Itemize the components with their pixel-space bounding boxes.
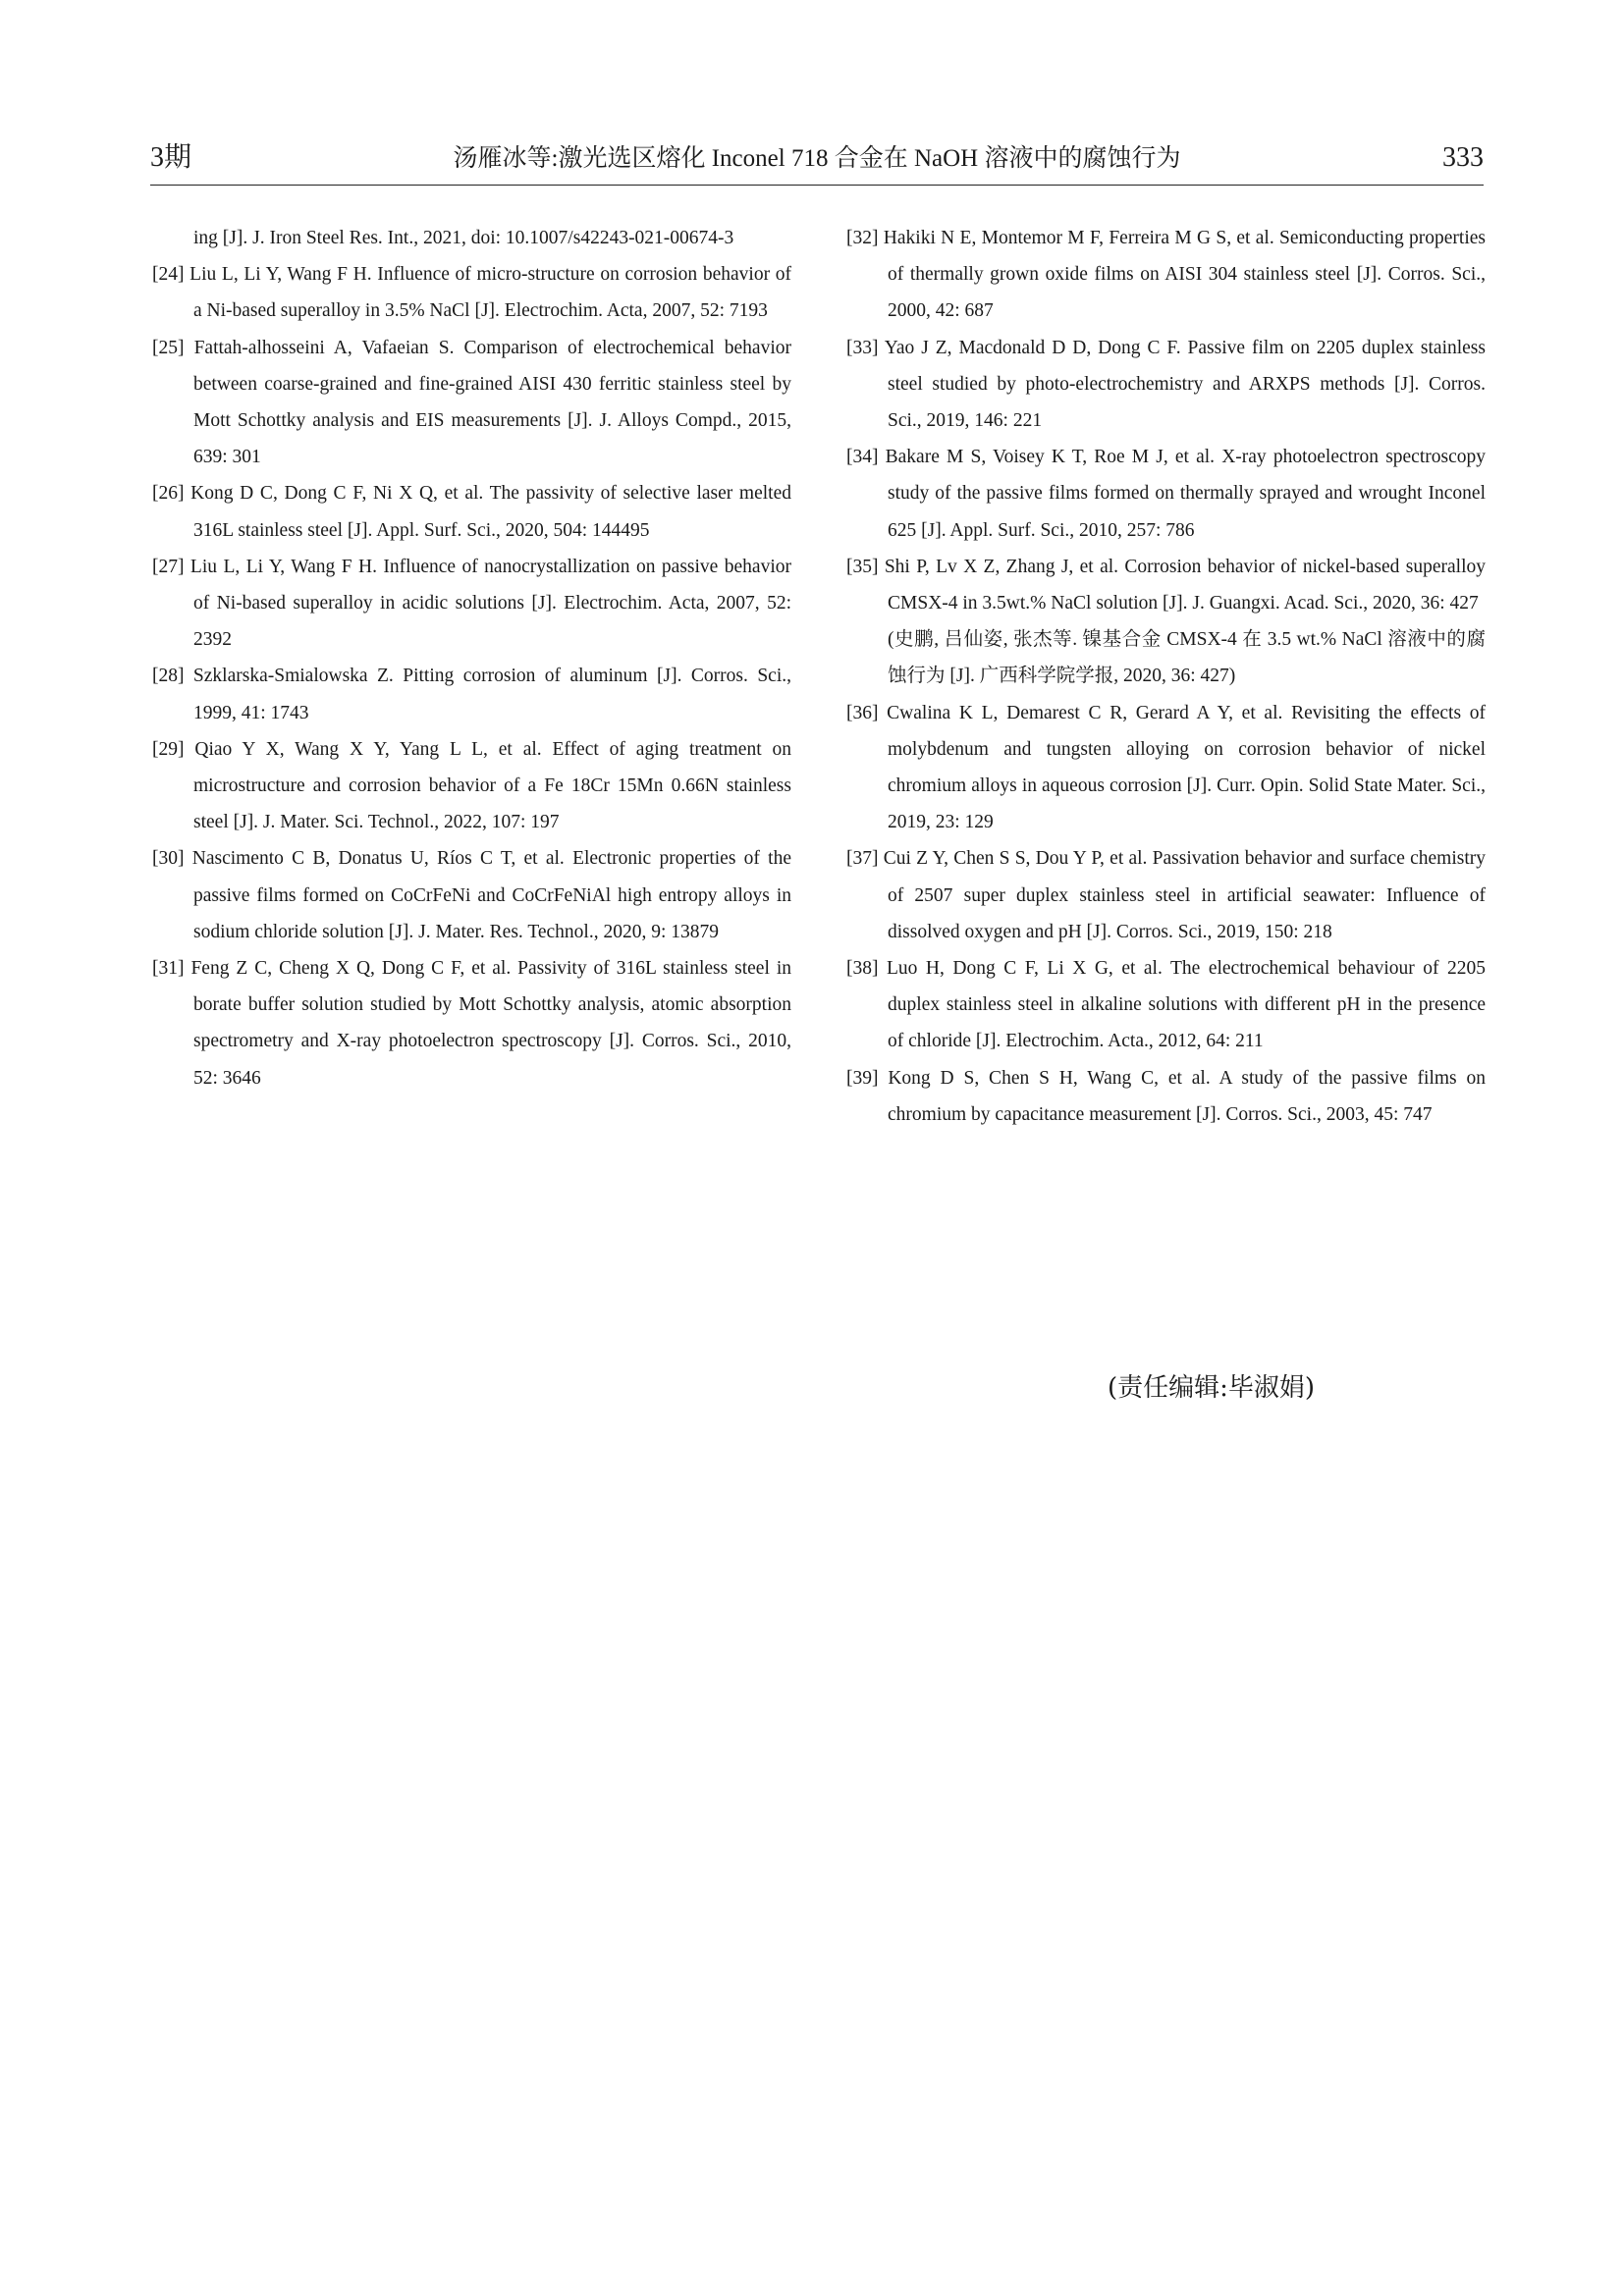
reference-32: [32] Hakiki N E, Montemor M F, Ferreira M G S, et al. Semiconducting properties of thermally grown oxide films on AISI 304 stainless steel [J]. Corros. Sci., 2000, 42: 687 — [846, 228, 1486, 322]
reference-28: [28] Szklarska-Smialowska Z. Pitting corrosion of aluminum [J]. Corros. Sci., 1999, 41: 1743 — [152, 666, 791, 723]
reference-37: [37] Cui Z Y, Chen S S, Dou Y P, et al. Passivation behavior and surface chemistry of 2507 super duplex stainless steel in artificial seawater: Influence of dissolved oxygen and pH [J]. Corros. Sci., 2019, 150: 218 — [846, 848, 1486, 942]
running-title: 汤雁冰等:激光选区熔化 Inconel 718 合金在 NaOH 溶液中的腐蚀行为 — [453, 145, 1181, 172]
reference-30: [30] Nascimento C B, Donatus U, Ríos C T, et al. Electronic properties of the passive films formed on CoCrFeNi and CoCrFeNiAl high entropy alloys in sodium chloride solution [J]. J. Mater. Res. Technol., 2020, 9: 13879 — [152, 848, 791, 942]
page-number: 333 — [1442, 142, 1484, 173]
references-right-column — [846, 220, 1486, 1133]
reference-35: [35] Shi P, Lv X Z, Zhang J, et al. Corrosion behavior of nickel-based superalloy CMSX-4 in 3.5wt.% NaCl solution [J]. J. Guangxi. Acad. Sci., 2020, 36: 427 — [846, 556, 1486, 614]
reference-39: [39] Kong D S, Chen S H, Wang C, et al. A study of the passive films on chromium by capacitance measurement [J]. Corros. Sci., 2003, 45: 747 — [846, 1067, 1486, 1125]
reference-33: [33] Yao J Z, Macdonald D D, Dong C F. Passive film on 2205 duplex stainless steel studied by photo-electrochemistry and ARXPS methods [J]. Corros. Sci., 2019, 146: 221 — [846, 337, 1486, 432]
reference-31: [31] Feng Z C, Cheng X Q, Dong C F, et al. Passivity of 316L stainless steel in borate buffer solution studied by Mott Schottky analysis, atomic absorption spectrometry and X-ray photoelectron spectroscopy [J]. Corros. Sci., 2010, 52: 3646 — [152, 958, 791, 1089]
reference-34: [34] Bakare M S, Voisey K T, Roe M J, et al. X-ray photoelectron spectroscopy study of the passive films formed on thermally sprayed and wrought Inconel 625 [J]. Appl. Surf. Sci., 2010, 257: 786 — [846, 447, 1486, 541]
reference-35-chinese: (史鹏, 吕仙姿, 张杰等. 镍基合金 CMSX-4 在 3.5 wt.% NaCl 溶液中的腐蚀行为 [J]. 广西科学院学报, 2020, 36: 427) — [888, 629, 1486, 687]
reference-23-continued: ing [J]. J. Iron Steel Res. Int., 2021, doi: 10.1007/s42243-021-00674-3 — [193, 228, 734, 248]
responsible-editor: (责任编辑:毕淑娟) — [1108, 1373, 1316, 1403]
reference-24: [24] Liu L, Li Y, Wang F H. Influence of micro-structure on corrosion behavior of a Ni-based superalloy in 3.5% NaCl [J]. Electrochim. Acta, 2007, 52: 7193 — [152, 264, 791, 322]
reference-38: [38] Luo H, Dong C F, Li X G, et al. The electrochemical behaviour of 2205 duplex stainless steel in alkaline solutions with different pH in the presence of chloride [J]. Electrochim. Acta., 2012, 64: 211 — [846, 958, 1486, 1052]
running-header — [150, 137, 1484, 186]
reference-25: [25] Fattah-alhosseini A, Vafaeian S. Comparison of electrochemical behavior between coarse-grained and fine-grained AISI 430 ferritic stainless steel by Mott Schottky analysis and EIS measurements [J]. J. Alloys Compd., 2015, 639: 301 — [152, 337, 791, 468]
reference-36: [36] Cwalina K L, Demarest C R, Gerard A Y, et al. Revisiting the effects of molybdenum and tungsten alloying on corrosion behavior of nickel chromium alloys in aqueous corrosion [J]. Curr. Opin. Solid State Mater. Sci., 2019, 23: 129 — [846, 702, 1486, 833]
reference-29: [29] Qiao Y X, Wang X Y, Yang L L, et al. Effect of aging treatment on microstructure and corrosion behavior of a Fe 18Cr 15Mn 0.66N stainless steel [J]. J. Mater. Sci. Technol., 2022, 107: 197 — [152, 738, 791, 833]
references-left-column — [152, 220, 791, 1096]
reference-26: [26] Kong D C, Dong C F, Ni X Q, et al. The passivity of selective laser melted 316L stainless steel [J]. Appl. Surf. Sci., 2020, 504: 144495 — [152, 483, 791, 541]
issue-number: 3期 — [150, 142, 192, 173]
reference-27: [27] Liu L, Li Y, Wang F H. Influence of nanocrystallization on passive behavior of Ni-based superalloy in acidic solutions [J]. Electrochim. Acta, 2007, 52: 2392 — [152, 556, 791, 651]
